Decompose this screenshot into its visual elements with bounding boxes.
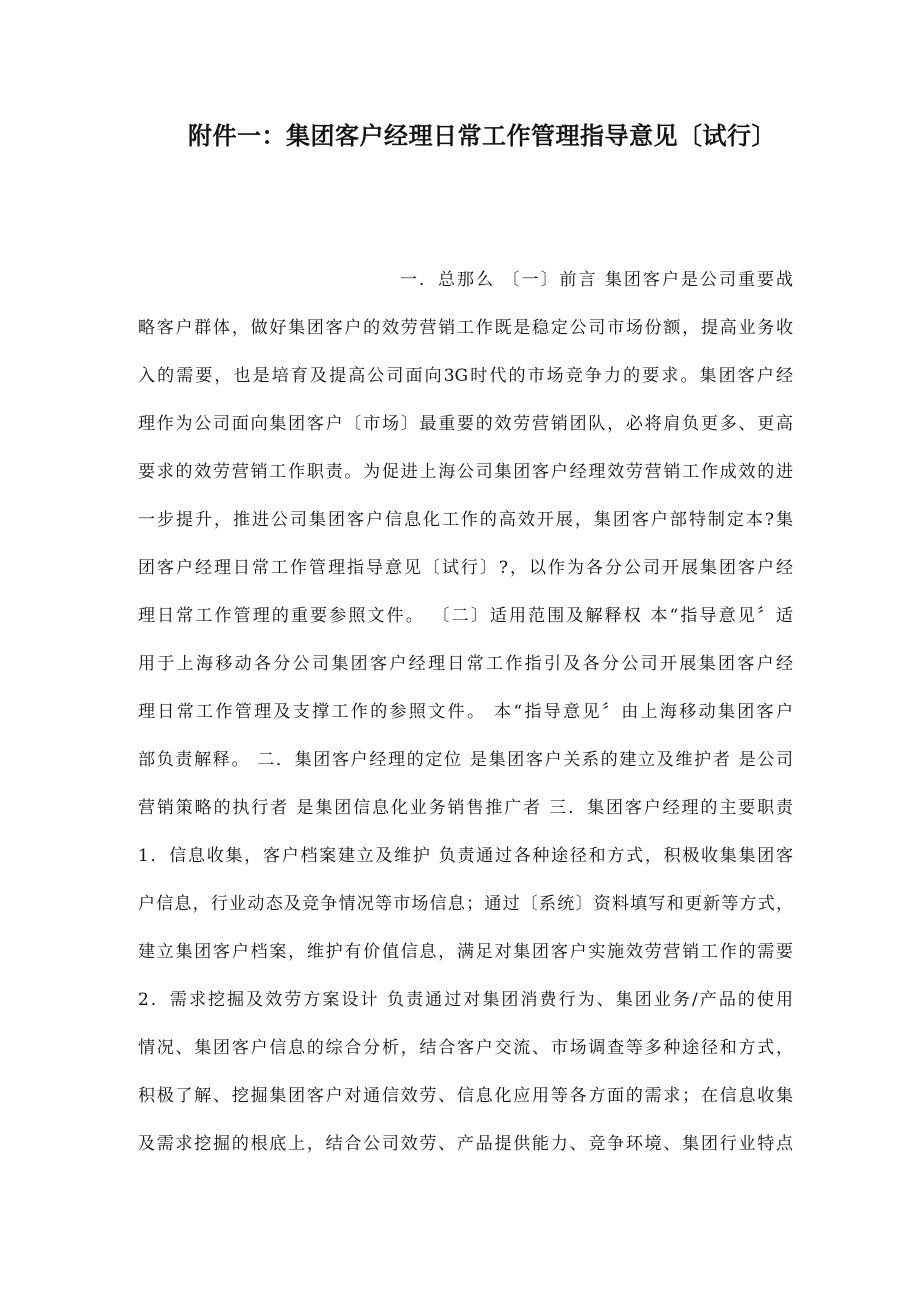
body-line: 户信息，行业动态及竞争情况等市场信息；通过〔系统〕资料填写和更新等方式， <box>138 894 793 914</box>
document-title: 附件一：集团客户经理日常工作管理指导意见〔试行〕 <box>188 121 776 150</box>
body-line: 1．信息收集，客户档案建立及维护 负责通过各种途径和方式，积极收集集团客 <box>138 846 793 866</box>
body-line: 情况、集团客户信息的综合分析，结合客户交流、市场调查等多种途径和方式， <box>138 1038 793 1058</box>
body-line: 要求的效劳营销工作职责。为促进上海公司集团客户经理效劳营销工作成效的进 <box>138 462 793 482</box>
body-line: 一．总那么 〔一〕前言 集团客户是公司重要战 <box>400 270 793 290</box>
body-line: 理作为公司面向集团客户〔市场〕最重要的效劳营销团队，必将肩负更多、更高 <box>138 414 793 434</box>
body-line: 部负责解释。 二．集团客户经理的定位 是集团客户关系的建立及维护者 是公司 <box>138 750 793 770</box>
body-line: 用于上海移动各分公司集团客户经理日常工作指引及各分公司开展集团客户经 <box>138 654 793 674</box>
body-line: 团客户经理日常工作管理指导意见〔试行〕?，以作为各分公司开展集团客户经 <box>138 558 793 578</box>
body-line: 积极了解、挖掘集团客户对通信效劳、信息化应用等各方面的需求；在信息收集 <box>138 1086 793 1106</box>
body-line: 理日常工作管理的重要参照文件。 〔二〕适用范围及解释权 本“指导意见〞适 <box>138 606 793 626</box>
body-line: 一步提升，推进公司集团客户信息化工作的高效开展，集团客户部特制定本?集 <box>138 510 793 530</box>
body-line: 及需求挖掘的根底上，结合公司效劳、产品提供能力、竞争环境、集团行业特点 <box>138 1134 793 1154</box>
body-line: 营销策略的执行者 是集团信息化业务销售推广者 三．集团客户经理的主要职责 <box>138 798 793 818</box>
body-line: 略客户群体，做好集团客户的效劳营销工作既是稳定公司市场份额，提高业务收 <box>138 318 793 338</box>
body-line: 2．需求挖掘及效劳方案设计 负责通过对集团消费行为、集团业务/产品的使用 <box>138 990 793 1010</box>
body-line: 建立集团客户档案，维护有价值信息，满足对集团客户实施效劳营销工作的需要 <box>138 942 793 962</box>
body-line: 入的需要，也是培育及提高公司面向3G时代的市场竞争力的要求。集团客户经 <box>138 366 793 386</box>
body-line: 理日常工作管理及支撑工作的参照文件。 本“指导意见〞由上海移动集团客户 <box>138 702 793 722</box>
